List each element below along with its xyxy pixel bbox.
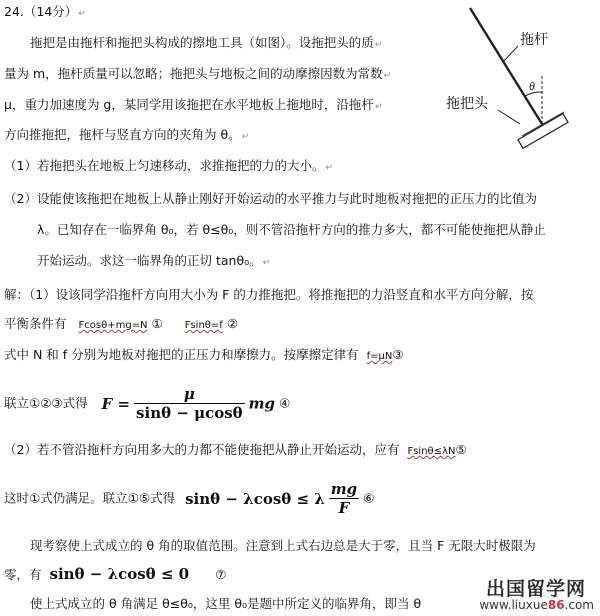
- mop-diagram: [440, 4, 600, 164]
- site-watermark: [430, 572, 600, 616]
- formula-6-main: sinθ − λcosθ ≤ λ: [185, 489, 325, 508]
- formula-8: sinθ − λcosθ ≤ 0: [49, 565, 190, 583]
- equation-3-mark: ③: [392, 347, 404, 362]
- equation-2: Fsinθ=f: [184, 320, 223, 331]
- solution-line-5: （2）若不管沿拖杆方向用多大的力都不能使拖把从静止开始运动，应有 Fsinθ≤λN⑤: [4, 442, 467, 457]
- solution-line-6: 这时①式仍满足。联立①⑤式得 sinθ − λcosθ ≤ λ $\frac{mg}{F}$ ⑥: [4, 480, 375, 517]
- solution-line-3: 式中 N 和 f 分别为地板对拖把的正压力和摩擦力。按摩擦定律有 f=μN③: [4, 347, 404, 362]
- head-leader: [498, 110, 520, 124]
- watermark-title: 出国留学网: [485, 578, 586, 600]
- formula-4-lhs: F =: [101, 394, 131, 413]
- equation-5: Fsinθ≤λN: [407, 446, 456, 457]
- mop-head-shape: [518, 114, 568, 149]
- intro-line-2: 量为 m，拖杆质量可以忽略；拖把头与地板之间的动摩擦因数为常数↵: [4, 66, 392, 81]
- formula-4-fraction: [134, 385, 245, 422]
- intro-line-4: 方向推拖把，拖杆与竖直方向的夹角为 θ。↵: [4, 127, 250, 142]
- formula-6-numerator: mg: [330, 480, 358, 498]
- solution-line-8: 零，有 sinθ − λcosθ ≤ 0 ⑦: [4, 565, 227, 583]
- solution-line-1: 解：（1）设该同学沿拖杆方向用大小为 F 的力推拖把。将推拖把的力沿竖直和水平方向分解，按: [4, 287, 534, 302]
- formula-6-denominator: F: [338, 499, 350, 517]
- formula-6-mark: ⑥: [363, 490, 375, 506]
- intro-line-3: μ，重力加速度为 g，某同学用该拖把在水平地板上拖地时，沿拖杆↵: [4, 97, 383, 112]
- question-2-line-1: （2）设能使该拖把在地板上从静止刚好开始运动的水平推力与此时地板对拖把的正压力的比值为: [4, 191, 537, 206]
- equation-1: Fcosθ+mg=N: [78, 320, 148, 331]
- formula-4-mark: ④: [279, 395, 291, 411]
- problem-header: 24.（14分）↵: [4, 4, 86, 19]
- rod-label: 拖杆: [520, 31, 548, 47]
- question-1: （1）若拖把头在地板上匀速移动，求推拖把的力的大小。↵: [4, 158, 334, 173]
- equation-1-mark: ①: [151, 316, 163, 331]
- solution-line-7: 现考察使上式成立的 θ 角的取值范围。注意到上式右边总是大于零，且当 F 无限大时极限为: [30, 538, 536, 553]
- formula-6-fraction: [329, 480, 359, 517]
- question-2-line-2: λ。已知存在一临界角 θ₀，若 θ≤θ₀，则不管沿拖杆方向的推力多大，都不可能使拖把从静止: [37, 222, 546, 237]
- equation-5-mark: ⑤: [455, 442, 467, 457]
- formula-4-numerator: μ: [134, 385, 245, 404]
- equation-2-mark: ②: [226, 316, 239, 331]
- watermark-url: www.liuxue86.com: [479, 598, 594, 612]
- intro-line-1: 拖把是由拖杆和拖把头构成的擦地工具（如图）。设拖把头的质↵: [30, 35, 383, 50]
- solution-line-2: 平衡条件有 Fcosθ+mg=N ① Fsinθ=f ②: [4, 316, 239, 331]
- head-label: 拖把头: [446, 95, 488, 111]
- rod-leader: [503, 46, 518, 62]
- equation-3: f=μN: [366, 351, 393, 362]
- solution-line-9: 使上式成立的 θ 角满足 θ≤θ₀，这里 θ₀是题中所定义的临界角，即当 θ: [30, 596, 422, 611]
- formula-4-denominator: sinθ − μcosθ: [136, 404, 243, 422]
- formula-4-tail: mg: [248, 394, 276, 413]
- solution-line-4: 联立①②③式得 F = $\frac{\mu}{\sin\theta - \mu\cos\theta}$ mg ④: [4, 385, 291, 422]
- formula-8-mark: ⑦: [215, 567, 227, 582]
- question-2-line-3: 开始运动。求这一临界角的正切 tanθ₀。↵: [37, 253, 271, 268]
- angle-label: θ: [529, 79, 535, 93]
